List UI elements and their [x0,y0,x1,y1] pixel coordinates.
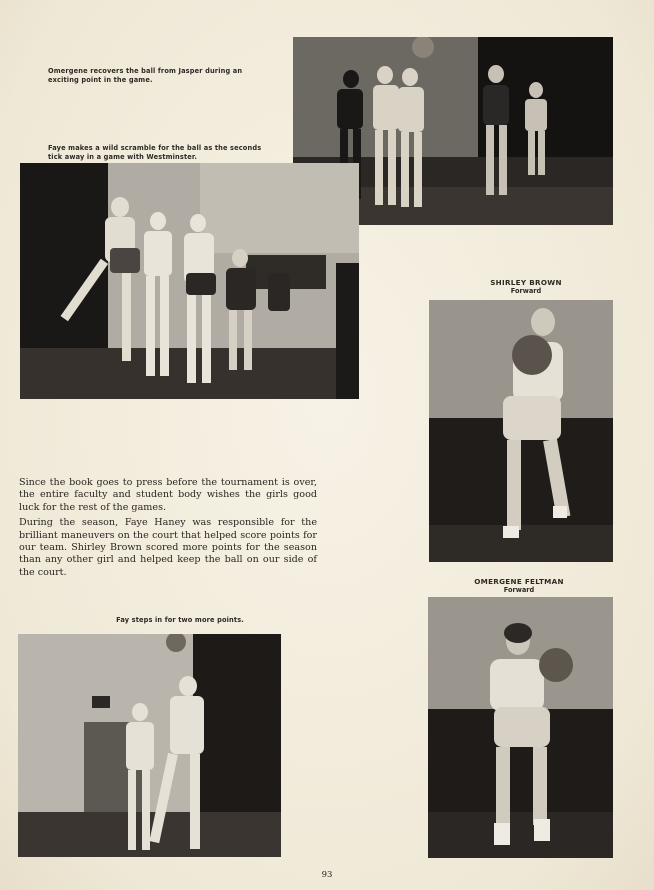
portrait-label-omergene [449,577,589,594]
photo-omergene-feltman [428,597,613,858]
caption-omergene-recovers: Omergene recovers the ball from Jasper during an exciting point in the game. [48,67,243,84]
player-name-shirley: SHIRLEY BROWN [490,278,562,287]
portrait-label-shirley [456,278,596,295]
page-number: 93 [321,870,333,880]
caption-fay-steps: Fay steps in for two more points. [116,616,244,624]
caption-faye-scramble: Faye makes a wild scramble for the ball as the seconds tick away in a game with Westminster. [48,144,262,161]
player-name-omergene: OMERGENE FELTMAN [474,577,564,586]
player-position-omergene: Forward [503,586,535,594]
photo-shirley-brown [429,300,613,562]
photo-fay-steps [18,634,281,857]
player-position-shirley: Forward [510,287,542,295]
article-text [19,477,317,582]
article-paragraph-2: During the season, Faye Haney was responsible for the brilliant maneuvers on the court that helped score points for our team. Shirley Brown scored more points for the season than any other girl and helped keep the ball on our side of the court. [19,517,317,578]
article-paragraph-1: Since the book goes to press before the tournament is over, the entire faculty and student body wishes the girls good luck for the rest of the games. [19,477,317,513]
photo-faye-scramble [20,163,359,399]
